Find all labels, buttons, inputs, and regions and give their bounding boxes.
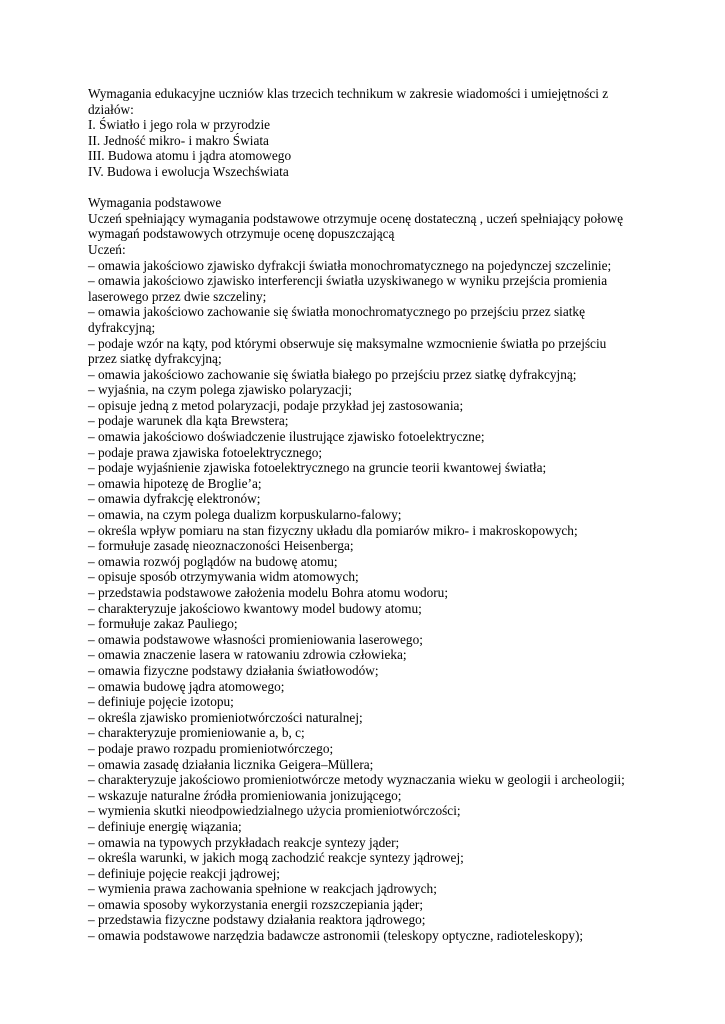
section-item: I. Światło i jego rola w przyrodzie bbox=[88, 117, 271, 133]
blank-line bbox=[88, 180, 635, 196]
student-label: Uczeń: bbox=[88, 241, 126, 257]
list-item: – omawia budowę jądra atomowego; bbox=[88, 678, 285, 694]
list-item: – charakteryzuje promieniowanie a, b, c; bbox=[88, 725, 305, 741]
list-item: – omawia hipotezę de Broglie’a; bbox=[88, 475, 262, 491]
list-item: – omawia podstawowe narzędzia badawcze astronomii (teleskopy optyczne, radioteleskopy); bbox=[88, 928, 584, 944]
list-item: – omawia jakościowo zjawisko dyfrakcji światła monochromatycznego na pojedynczej szczelinie; bbox=[88, 257, 612, 273]
list-item: – omawia jakościowo doświadczenie ilustrujące zjawisko fotoelektryczne; bbox=[88, 429, 485, 445]
list-item: – formułuje zakaz Pauliego; bbox=[88, 616, 238, 632]
section-item: IV. Budowa i ewolucja Wszechświata bbox=[88, 163, 289, 179]
list-item: – podaje prawo rozpadu promieniotwórczego; bbox=[88, 740, 334, 756]
list-item: – omawia na typowych przykładach reakcje syntezy jąder; bbox=[88, 834, 400, 850]
list-item: – wyjaśnia, na czym polega zjawisko polaryzacji; bbox=[88, 382, 352, 398]
list-item: – definiuje pojęcie izotopu; bbox=[88, 694, 234, 710]
list-item: – omawia jakościowo zachowanie się światła monochromatycznego po przejściu przez siatkę bbox=[88, 304, 585, 320]
list-item: – opisuje jedną z metod polaryzacji, podaje przykład jej zastosowania; bbox=[88, 397, 464, 413]
list-item: – omawia jakościowo zachowanie się światła białego po przejściu przez siatkę dyfrakcyjną; bbox=[88, 366, 577, 382]
list-item: – definiuje pojęcie reakcji jądrowej; bbox=[88, 865, 280, 881]
list-item: – określa warunki, w jakich mogą zachodzić reakcje syntezy jądrowej; bbox=[88, 850, 464, 866]
list-item: – wskazuje naturalne źródła promieniowania jonizującego; bbox=[88, 787, 402, 803]
list-item: – opisuje sposób otrzymywania widm atomowych; bbox=[88, 569, 359, 585]
list-item: – określa wpływ pomiaru na stan fizyczny układu dla pomiarów mikro- i makroskopowych; bbox=[88, 522, 578, 538]
list-item: – omawia zasadę działania licznika Geigera–Müllera; bbox=[88, 756, 374, 772]
list-item: – podaje prawa zjawiska fotoelektrycznego; bbox=[88, 444, 323, 460]
list-item: – określa zjawisko promieniotwórczości naturalnej; bbox=[88, 709, 363, 725]
list-item: przez siatkę dyfrakcyjną; bbox=[88, 351, 222, 367]
list-item: dyfrakcyjną; bbox=[88, 319, 156, 335]
list-item: – formułuje zasadę nieoznaczoności Heisenberga; bbox=[88, 538, 354, 554]
requirements-list bbox=[88, 258, 635, 944]
list-item: – omawia podstawowe własności promieniowania laserowego; bbox=[88, 631, 423, 647]
list-item: – omawia sposoby wykorzystania energii rozszczepiania jąder; bbox=[88, 896, 424, 912]
list-item: – przedstawia podstawowe założenia modelu Bohra atomu wodoru; bbox=[88, 585, 449, 600]
section-item: III. Budowa atomu i jądra atomowego bbox=[88, 148, 292, 164]
list-item: – wymienia prawa zachowania spełnione w reakcjach jądrowych; bbox=[88, 881, 437, 897]
list-item: – omawia, na czym polega dualizm korpuskularno-falowy; bbox=[88, 507, 402, 523]
paragraph-line: Uczeń spełniający wymagania podstawowe otrzymuje ocenę dostateczną , uczeń spełniający połowę bbox=[88, 210, 623, 226]
intro-line: Wymagania edukacyjne uczniów klas trzecich technikum w zakresie wiadomości i umiejętności z bbox=[88, 86, 609, 101]
list-item: – podaje warunek dla kąta Brewstera; bbox=[88, 413, 289, 429]
list-item: – omawia fizyczne podstawy działania światłowodów; bbox=[88, 662, 379, 678]
list-item: laserowego przez dwie szczeliny; bbox=[88, 288, 267, 304]
list-item: – podaje wyjaśnienie zjawiska fotoelektrycznego na gruncie teorii kwantowej światła; bbox=[88, 460, 547, 476]
list-item: – omawia rozwój poglądów na budowę atomu; bbox=[88, 553, 338, 569]
list-item: – omawia jakościowo zjawisko interferencji światła uzyskiwanego w wyniku przejścia promienia bbox=[88, 273, 608, 289]
list-item: – omawia znaczenie lasera w ratowaniu zdrowia człowieka; bbox=[88, 647, 407, 663]
list-item: – definiuje energię wiązania; bbox=[88, 818, 242, 834]
section-heading: Wymagania podstawowe bbox=[88, 195, 222, 211]
section-item: II. Jedność mikro- i makro Świata bbox=[88, 132, 269, 148]
list-item: – omawia dyfrakcję elektronów; bbox=[88, 491, 261, 507]
intro-line: działów: bbox=[88, 101, 134, 117]
list-item: – podaje wzór na kąty, pod którymi obserwuje się maksymalne wzmocnienie światła po przejściu bbox=[88, 335, 607, 351]
list-item: – przedstawia fizyczne podstawy działania reaktora jądrowego; bbox=[88, 912, 426, 928]
paragraph-line: wymagań podstawowych otrzymuje ocenę dopuszczającą bbox=[88, 226, 395, 242]
list-item: – wymienia skutki nieodpowiedzialnego użycia promieniotwórczości; bbox=[88, 803, 461, 819]
list-item: – charakteryzuje jakościowo kwantowy model budowy atomu; bbox=[88, 600, 422, 616]
list-item: – charakteryzuje jakościowo promieniotwórcze metody wyznaczania wieku w geologii i archeologii; bbox=[88, 772, 625, 788]
